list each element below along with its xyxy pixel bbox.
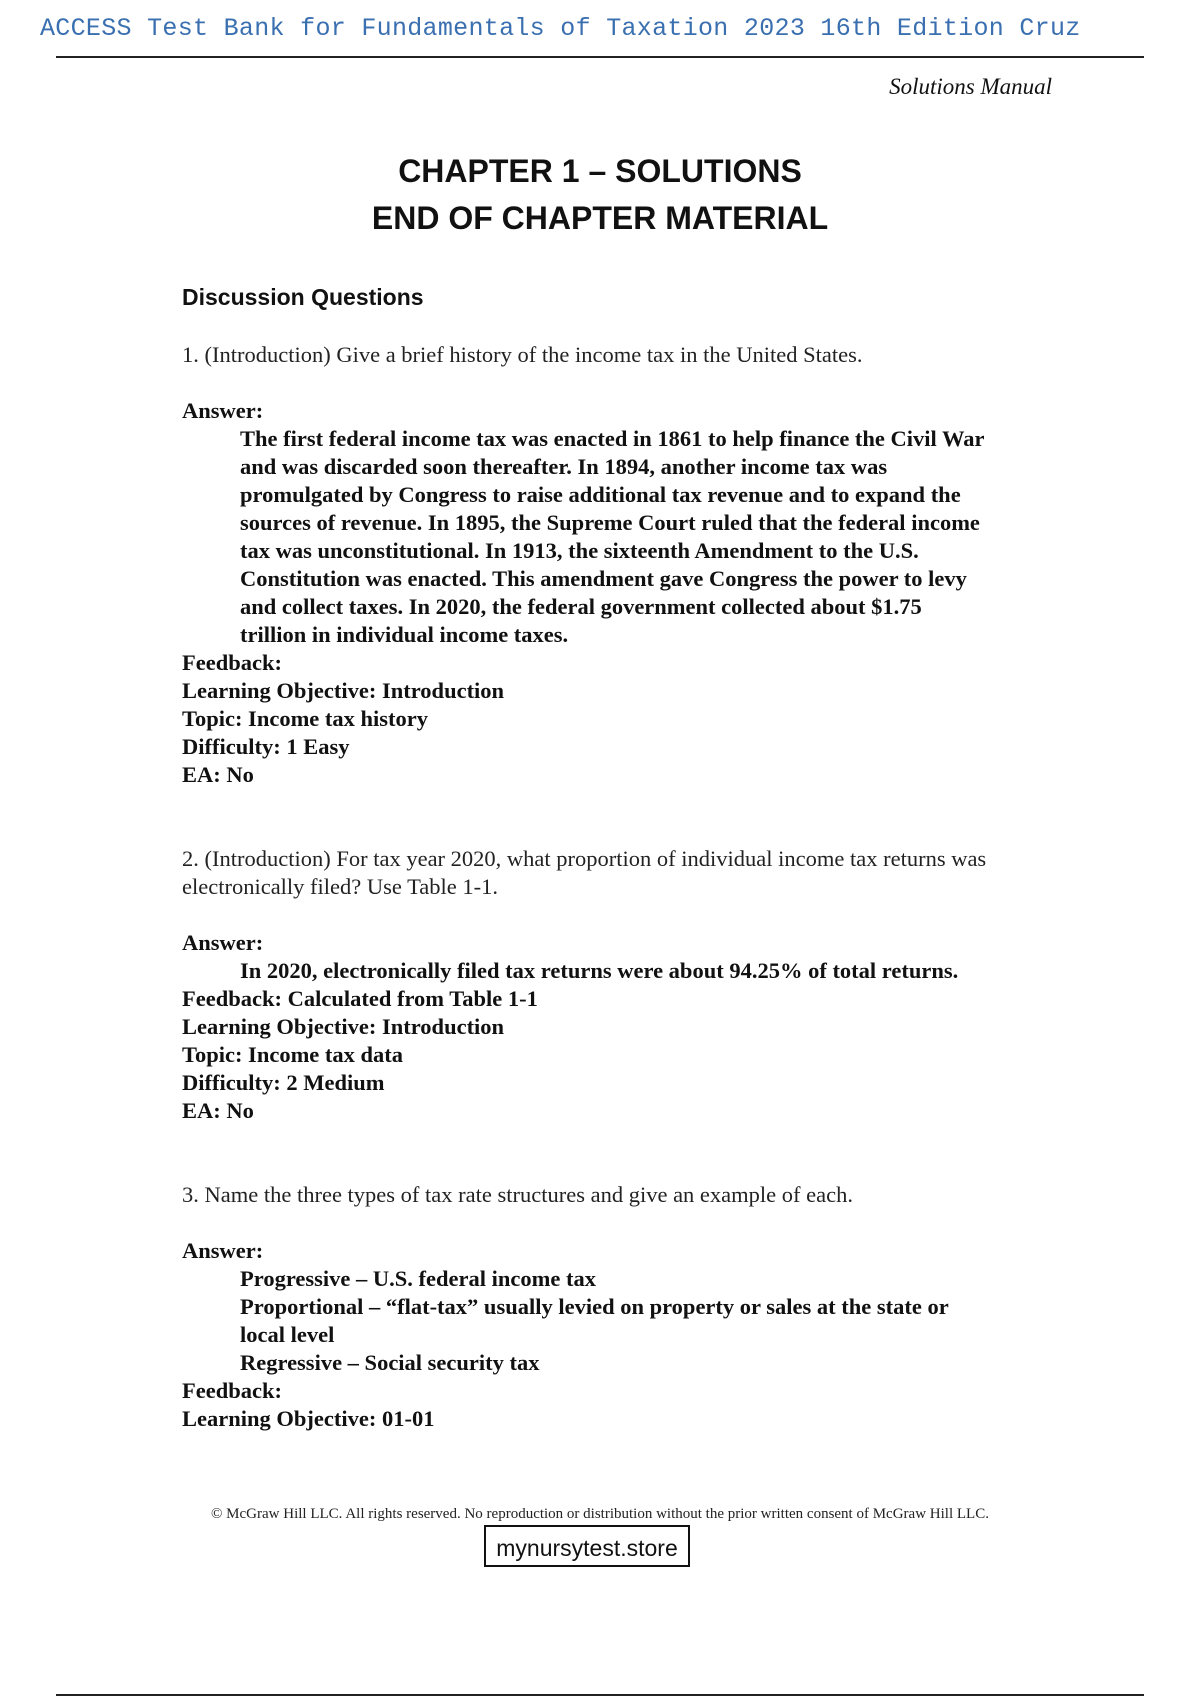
question-2-feedback: Feedback: Calculated from Table 1-1 — [182, 986, 538, 1011]
question-2-answer-label: Answer: — [182, 930, 264, 955]
solutions-manual-label: Solutions Manual — [889, 74, 1052, 99]
question-2-text-line-2: electronically filed? Use Table 1-1. — [182, 874, 498, 899]
spacer — [182, 789, 1062, 845]
question-1-ea: EA: No — [182, 762, 254, 787]
question-2-answer — [182, 957, 1062, 985]
chapter-title-line-2: END OF CHAPTER MATERIAL — [371, 200, 829, 236]
question-1-difficulty: Difficulty: 1 Easy — [182, 734, 350, 759]
answer-line: In 2020, electronically filed tax returns were about 94.25% of total returns. — [240, 958, 959, 983]
question-1-feedback: Feedback: — [182, 650, 282, 675]
question-1 — [182, 341, 1062, 789]
answer-line: and was discarded soon thereafter. In 1894, another income tax was — [240, 454, 888, 479]
answer-line: Proportional – “flat-tax” usually levied on property or sales at the state or — [240, 1294, 949, 1319]
question-3-text: 3. Name the three types of tax rate structures and give an example of each. — [182, 1182, 853, 1207]
question-2-learning-objective: Learning Objective: Introduction — [182, 1014, 505, 1039]
question-1-topic: Topic: Income tax history — [182, 706, 429, 731]
question-2-topic: Topic: Income tax data — [182, 1042, 404, 1067]
question-2-ea: EA: No — [182, 1098, 254, 1123]
answer-line: tax was unconstitutional. In 1913, the sixteenth Amendment to the U.S. — [240, 538, 919, 563]
question-2-difficulty: Difficulty: 2 Medium — [182, 1070, 385, 1095]
question-3-feedback: Feedback: — [182, 1378, 282, 1403]
question-1-learning-objective: Learning Objective: Introduction — [182, 678, 505, 703]
answer-line: Constitution was enacted. This amendment gave Congress the power to levy — [240, 566, 967, 591]
answer-line: and collect taxes. In 2020, the federal government collected about $1.75 — [240, 594, 922, 619]
question-1-answer-label: Answer: — [182, 398, 264, 423]
answer-line: trillion in individual income taxes. — [240, 622, 569, 647]
copyright-notice: © McGraw Hill LLC. All rights reserved. No reproduction or distribution without the prior written consent of McGraw Hill LLC. — [211, 1506, 989, 1522]
question-1-text: 1. (Introduction) Give a brief history of the income tax in the United States. — [182, 342, 863, 367]
answer-line: The first federal income tax was enacted in 1861 to help finance the Civil War — [240, 426, 985, 451]
chapter-title-line-1: CHAPTER 1 – SOLUTIONS — [398, 153, 802, 189]
answer-line: Regressive – Social security tax — [240, 1350, 540, 1375]
document-body — [182, 283, 1062, 1433]
document-header-title: ACCESS Test Bank for Fundamentals of Taxation 2023 16th Edition Cruz — [40, 14, 1081, 43]
question-2 — [182, 845, 1062, 1125]
footer-divider — [56, 1694, 1144, 1696]
answer-line: Progressive – U.S. federal income tax — [240, 1266, 596, 1291]
chapter-title — [0, 148, 1200, 242]
watermark-label: mynursytest.store — [484, 1525, 690, 1567]
answer-line: promulgated by Congress to raise additional tax revenue and to expand the — [240, 482, 961, 507]
question-3-learning-objective: Learning Objective: 01-01 — [182, 1406, 435, 1431]
question-3-answer — [182, 1265, 1062, 1377]
question-2-text — [182, 845, 1062, 901]
answer-line: sources of revenue. In 1895, the Supreme Court ruled that the federal income — [240, 510, 980, 535]
question-2-text-line-1: 2. (Introduction) For tax year 2020, what proportion of individual income tax returns was — [182, 846, 987, 871]
question-1-answer — [182, 425, 1062, 649]
answer-line: local level — [240, 1322, 335, 1347]
section-heading: Discussion Questions — [182, 284, 424, 310]
question-3-answer-label: Answer: — [182, 1238, 264, 1263]
spacer — [182, 1125, 1062, 1181]
header-divider — [56, 56, 1144, 58]
question-3 — [182, 1181, 1062, 1433]
